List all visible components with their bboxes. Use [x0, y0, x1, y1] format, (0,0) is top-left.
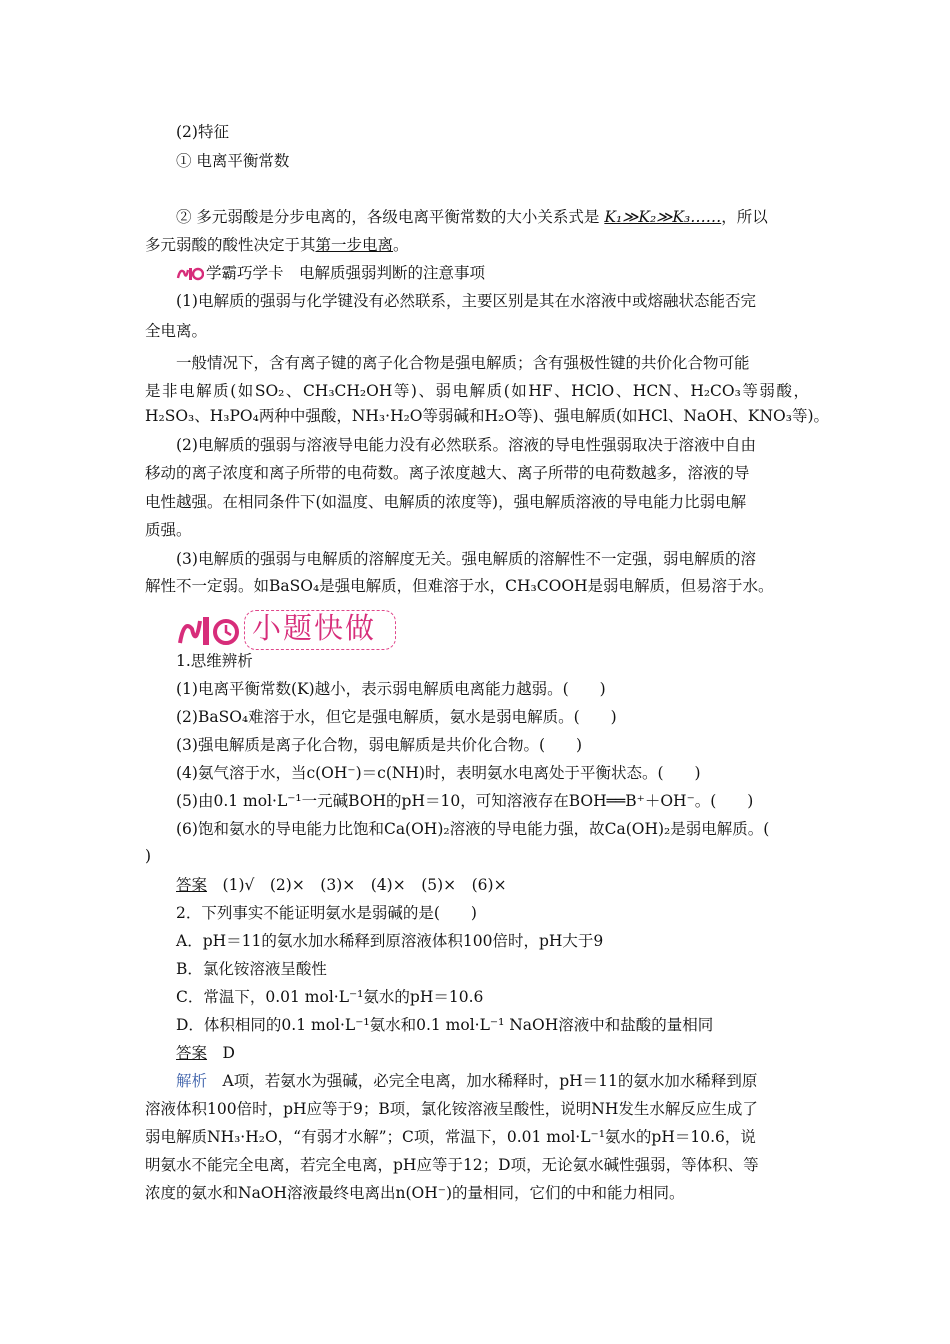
question-2-title: 2．下列事实不能证明氨水是弱碱的是( ) [176, 904, 477, 922]
answer-label: 答案 [176, 1044, 208, 1062]
tip-point-1-detail-3: H₂SO₃、H₃PO₄两种中强酸，NH₃·H₂O等弱碱和H₂O等)、强电解质(如HCl、NaOH、KNO₃等)。 [145, 407, 830, 425]
tip-point-3: (3)电解质的强弱与电解质的溶解度无关。强电解质的溶解性不一定强，弱电解质的溶 [176, 550, 756, 568]
banner-title: 小题快做 [252, 611, 377, 645]
tip-logo-icon [176, 262, 204, 284]
explanation-line-2: 溶液体积100倍时，pH应等于9；B项，氯化铵溶液呈酸性，说明NH发生水解反应生成了 [145, 1100, 758, 1118]
answer-1: 答案 (1)√ (2)× (3)× (4)× (5)× (6)× [176, 876, 507, 894]
question-1-item-3: (3)强电解质是离子化合物，弱电解质是共价化合物。( ) [176, 736, 583, 754]
tip-point-3-b: 解性不一定弱。如BaSO₄是强电解质，但难溶于水，CH₃COOH是弱电解质，但易溶于水。 [145, 577, 774, 595]
explanation-line-3: 弱电解质NH₃·H₂O，“有弱才水解”；C项，常温下，0.01 mol·L⁻¹氨水的pH＝10.6，说 [145, 1128, 756, 1146]
tip-point-2-b: 移动的离子浓度和离子所带的电荷数。离子浓度越大、离子所带的电荷数越多，溶液的导 [145, 464, 750, 482]
paragraph-polyprotic-cont: 多元弱酸的酸性决定于其第一步电离。 [145, 236, 409, 254]
explanation-label: 解析 [176, 1072, 208, 1090]
tip-point-2-c: 电性越强。在相同条件下(如温度、电解质的浓度等)，强电解质溶液的导电能力比弱电解 [145, 493, 747, 511]
question-2-option-c: C．常温下，0.01 mol·L⁻¹氨水的pH＝10.6 [176, 988, 484, 1006]
tip-point-1-detail-2: 是非电解质(如SO₂、CH₃CH₂OH等)、弱电解质(如HF、HClO、HCN、H₂CO₃等弱酸， [145, 382, 809, 400]
question-1-title: 1.思维辨析 [176, 652, 253, 670]
explanation-line-5: 浓度的氨水和NaOH溶液最终电离出n(OH⁻)的量相同，它们的中和能力相同。 [145, 1184, 685, 1202]
explanation-line-1: 解析 A项，若氨水为强碱，必完全电离，加水稀释时，pH＝11的氨水加水稀释到原 [176, 1072, 758, 1090]
question-2-option-d: D．体积相同的0.1 mol·L⁻¹氨水和0.1 mol·L⁻¹ NaOH溶液中和盐酸的量相同 [176, 1016, 714, 1034]
question-1-item-6-cont: ) [145, 847, 152, 865]
question-2-option-a: A．pH＝11的氨水加水稀释到原溶液体积100倍时，pH大于9 [176, 932, 604, 950]
heading-features: (2)特征 [176, 123, 229, 141]
heading-ionization-constant: ① 电离平衡常数 [176, 152, 290, 170]
question-1-item-4: (4)氨气溶于水，当c(OH⁻)＝c(NH)时，表明氨水电离处于平衡状态。( ) [176, 764, 701, 782]
constant-relation: K₁≫K₂≫K₃…… [604, 208, 722, 226]
first-step-ionization: 第一步电离 [315, 236, 394, 254]
tip-point-2: (2)电解质的强弱与溶液导电能力没有必然联系。溶液的导电性强弱取决于溶液中自由 [176, 436, 756, 454]
question-1-item-2: (2)BaSO₄难溶于水，但它是强电解质，氨水是弱电解质。( ) [176, 708, 617, 726]
question-1-item-6: (6)饱和氨水的导电能力比饱和Ca(OH)₂溶液的导电能力强，故Ca(OH)₂是弱电解质。( [176, 820, 770, 838]
question-1-item-1: (1)电离平衡常数(K)越小，表示弱电解质电离能力越弱。( ) [176, 680, 606, 698]
answer-label: 答案 [176, 876, 208, 894]
tip-point-2-d: 质强。 [145, 521, 192, 539]
question-1-item-5: (5)由0.1 mol·L⁻¹一元碱BOH的pH＝10，可知溶液存在BOH══B⁺＋OH⁻。( ) [176, 792, 754, 810]
answer-2: 答案 D [176, 1044, 235, 1062]
tip-point-1: (1)电解质的强弱与化学键没有必然联系，主要区别是其在水溶液中或熔融状态能否完 [176, 292, 756, 310]
tip-title: 学霸巧学卡 电解质强弱判断的注意事项 [206, 264, 486, 282]
explanation-line-4: 明氨水不能完全电离，若完全电离，pH应等于12；D项，无论氨水碱性强弱，等体积、等 [145, 1156, 759, 1174]
tip-point-1-cont: 全电离。 [145, 322, 208, 340]
question-2-option-b: B．氯化铵溶液呈酸性 [176, 960, 327, 978]
paragraph-polyprotic: ② 多元弱酸是分步电离的，各级电离平衡常数的大小关系式是 K₁≫K₂≫K₃……，所以 [176, 208, 768, 226]
tip-point-1-detail: 一般情况下，含有离子键的离子化合物是强电解质；含有强极性键的共价化合物可能 [176, 354, 750, 372]
